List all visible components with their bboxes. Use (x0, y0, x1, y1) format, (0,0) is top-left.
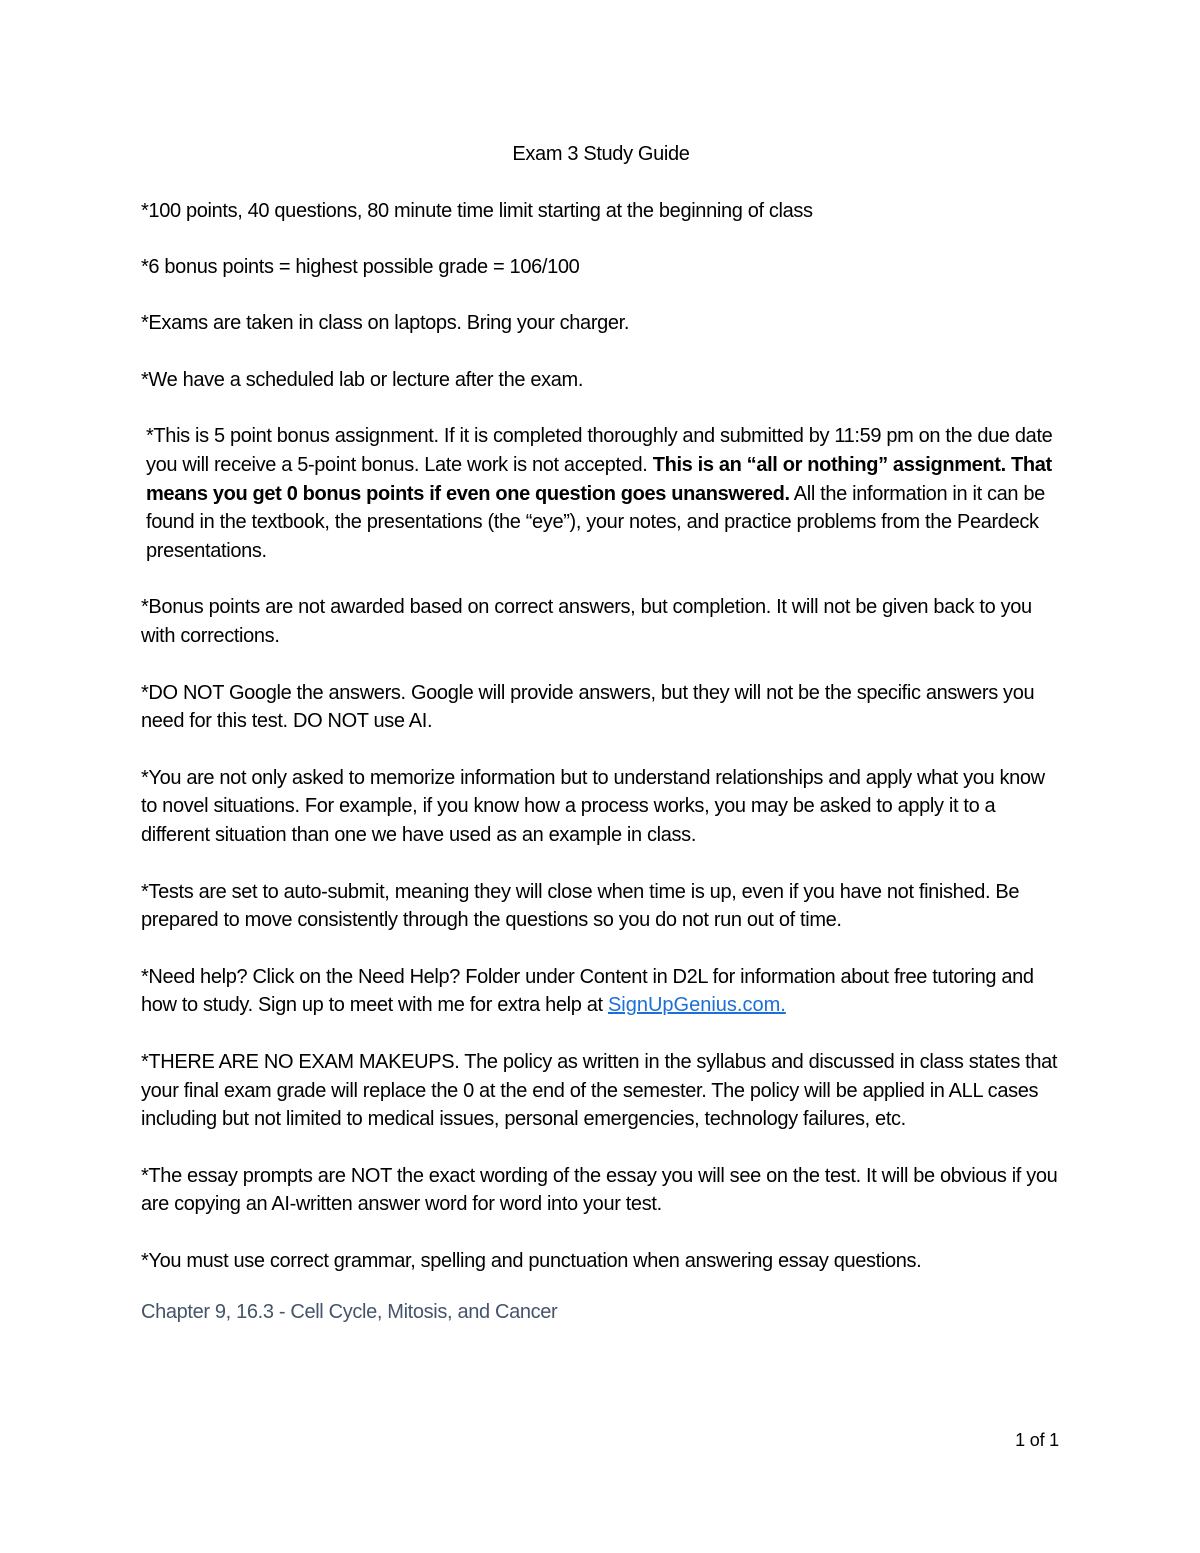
bonus-assignment-item (141, 422, 1061, 566)
auto-submit-item: *Tests are set to auto-submit, meaning they will close when time is up, even if you have not finished. Be prepared to move consistently through the questions so you do not run out of time. (141, 880, 1020, 932)
page-title: Exam 3 Study Guide (512, 143, 690, 165)
apply-knowledge-item: *You are not only asked to memorize information but to understand relationships and apply what you know to novel situations. For example, if you know how a process works, you may be asked to apply it to a different situation than one we have used as an example in class. (141, 766, 1045, 847)
bonus-intro-text: *This is 5 point bonus assignment. If it is completed thoroughly and submitted by 11:59 pm on the due date you will receive a 5-point bonus. Late work is not accepted. (146, 424, 1053, 476)
laptop-item: *Exams are taken in class on laptops. Bring your charger. (141, 312, 630, 335)
need-help-item (141, 963, 1061, 1021)
scheduled-lab-item: *We have a scheduled lab or lecture after the exam. (141, 368, 584, 391)
document-body (141, 140, 1061, 1326)
need-help-text: *Need help? Click on the Need Help? Folder under Content in D2L for information about free tutoring and how to study. Sign up to meet with me for extra help at (141, 965, 1034, 1017)
bonus-bold-text: This is an “all or nothing” assignment. That means you get 0 bonus points if even one question goes unanswered. (146, 453, 1052, 505)
bonus-outro-text: All the information in it can be found in the textbook, the presentations (the “eye”), your notes, and practice problems from the Peardeck presentations. (146, 482, 1045, 563)
grammar-item: *You must use correct grammar, spelling and punctuation when answering essay questions. (141, 1249, 922, 1272)
page-number: 1 of 1 (1015, 1430, 1059, 1450)
essay-prompts-item: *The essay prompts are NOT the exact wording of the essay you will see on the test. It will be obvious if you are copying an AI-written answer word for word into your test. (141, 1164, 1058, 1216)
bonus-grade-item: *6 bonus points = highest possible grade = 106/100 (141, 256, 580, 279)
exam-points-item: *100 points, 40 questions, 80 minute time limit starting at the beginning of class (141, 199, 813, 222)
chapter-heading: Chapter 9, 16.3 - Cell Cycle, Mitosis, and Cancer (141, 1300, 558, 1323)
signupgenius-link[interactable]: SignUpGenius.com. (607, 994, 786, 1017)
no-makeups-item: *THERE ARE NO EXAM MAKEUPS. The policy as written in the syllabus and discussed in class states that your final exam grade will replace the 0 at the end of the semester. The policy will be applied in ALL cases including but not limited to medical issues, personal emergencies, technology failures, etc. (141, 1050, 1058, 1131)
completion-item: *Bonus points are not awarded based on correct answers, but completion. It will not be given back to you with corrections. (141, 596, 1032, 648)
no-google-item: *DO NOT Google the answers. Google will provide answers, but they will not be the specific answers you need for this test. DO NOT use AI. (141, 681, 1035, 733)
